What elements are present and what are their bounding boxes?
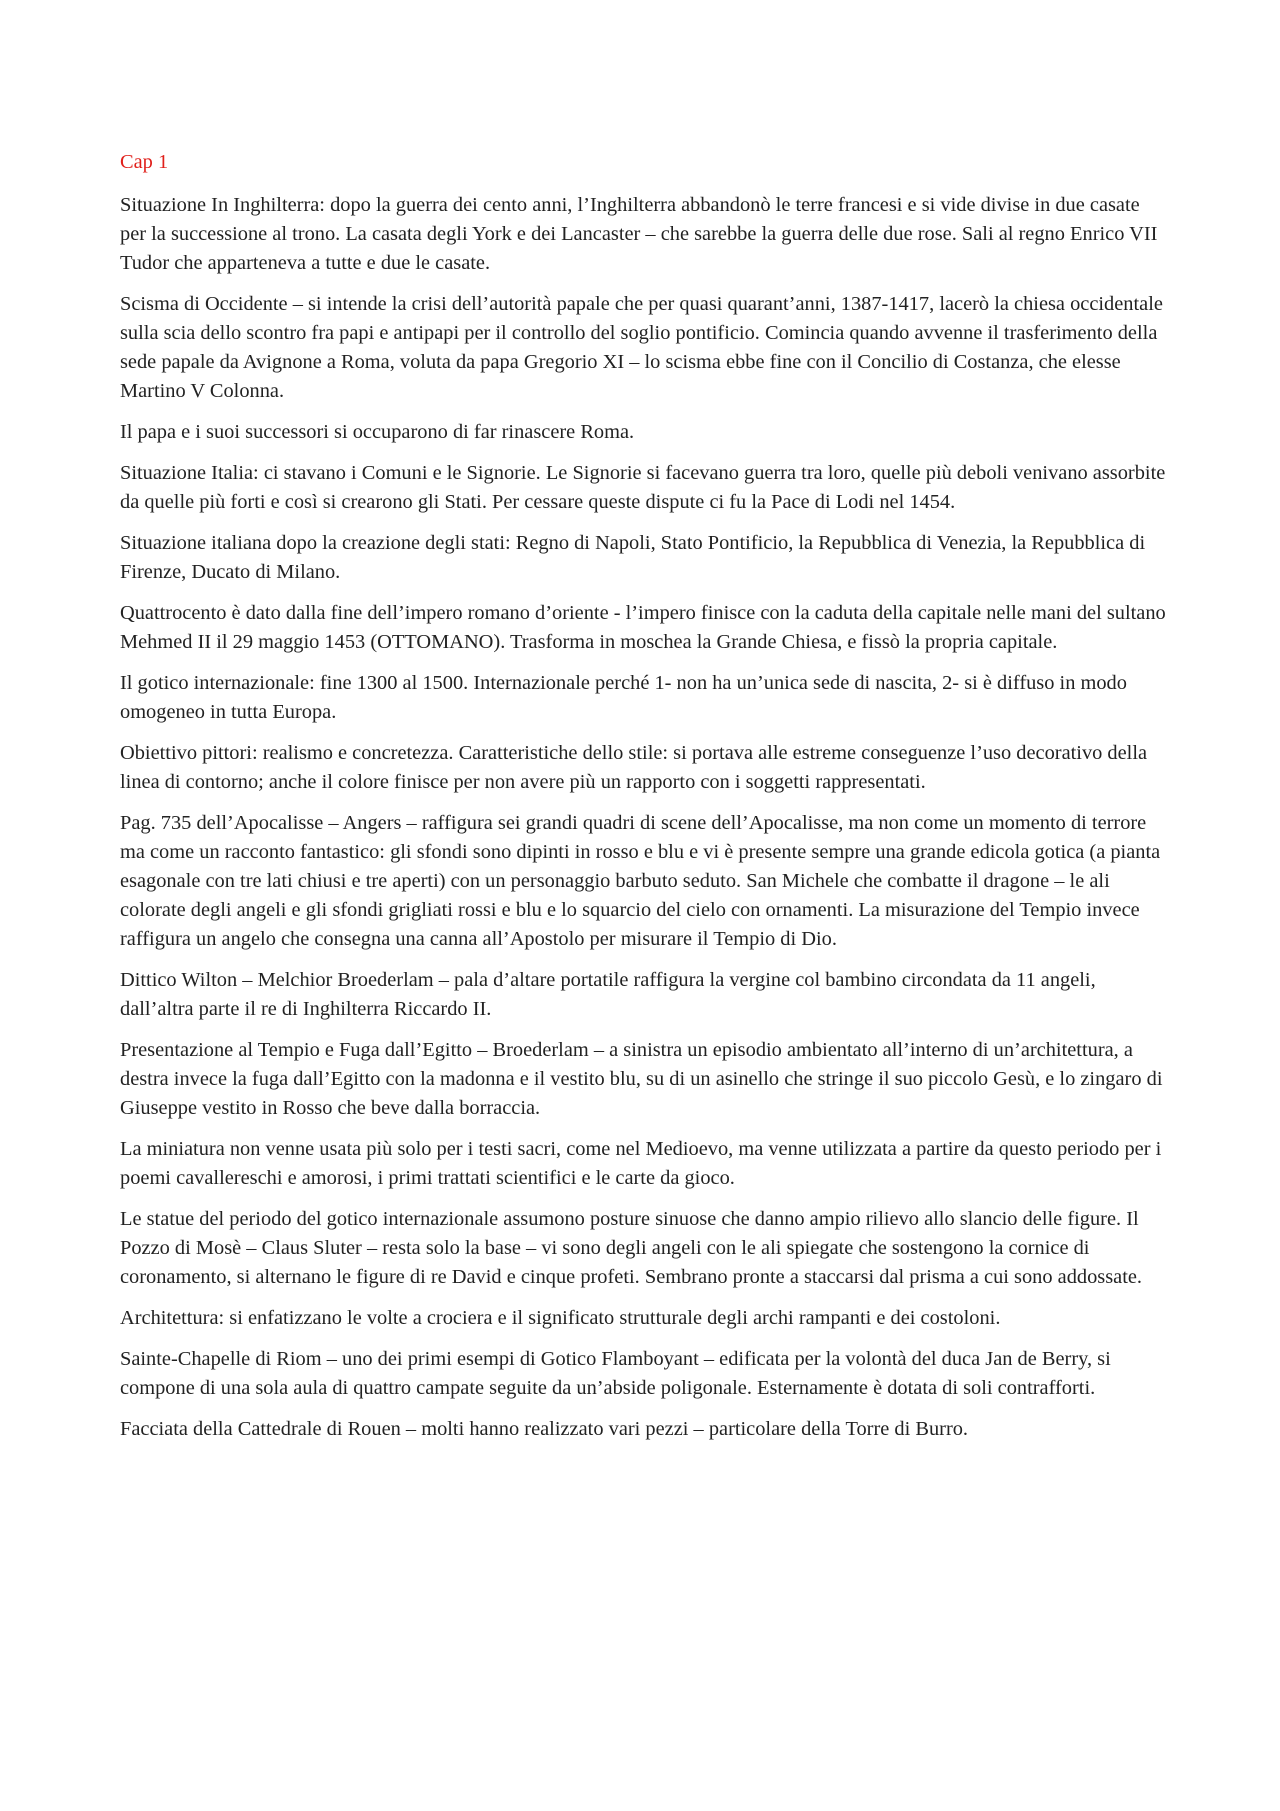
document-body bbox=[120, 148, 1170, 1456]
paragraph-italia: Situazione Italia: ci stavano i Comuni e le Signorie. Le Signorie si facevano guerra tra loro, quelle più deboli venivano assorbite da quelle più forti e così si crearono gli Stati. Per cessare queste dispute ci fu la Pace di Lodi nel 1454. bbox=[120, 462, 1166, 513]
paragraph-inghilterra: Situazione In Inghilterra: dopo la guerra dei cento anni, l’Inghilterra abbandonò le terre francesi e si vide divise in due casate per la successione al trono. La casata degli York e dei Lancaster – che sarebbe la guerra delle due rose. Sali al regno Enrico VII Tudor che apparteneva a tutte e due le casate. bbox=[120, 194, 1158, 274]
paragraph-riom: Sainte-Chapelle di Riom – uno dei primi esempi di Gotico Flamboyant – edificata per la volontà del duca Jan de Berry, si compone di una sola aula di quattro campate seguite da un’abside poligonale. Esternamente è dotata di soli contrafforti. bbox=[120, 1348, 1111, 1399]
paragraph-wilton: Dittico Wilton – Melchior Broederlam – pala d’altare portatile raffigura la vergine col bambino circondata da 11 angeli, dall’altra parte il re di Inghilterra Riccardo II. bbox=[120, 969, 1096, 1020]
paragraph-pittori: Obiettivo pittori: realismo e concretezza. Caratteristiche dello stile: si portava alle estreme conseguenze l’uso decorativo della linea di contorno; anche il colore finisce per non avere più un rapporto con i soggetti rappresentati. bbox=[120, 742, 1148, 793]
paragraph-statue: Le statue del periodo del gotico internazionale assumono posture sinuose che danno ampio rilievo allo slancio delle figure. Il Pozzo di Mosè – Claus Sluter – resta solo la base – vi sono degli angeli con le ali spiegate che sostengono la cornice di coronamento, si alternano le figure di re David e cinque profeti. Sembrano pronte a staccarsi dal prisma a cui sono addossate. bbox=[120, 1208, 1143, 1288]
chapter-heading: Cap 1 bbox=[120, 151, 169, 173]
paragraph-broederlam: Presentazione al Tempio e Fuga dall’Egitto – Broederlam – a sinistra un episodio ambientato all’interno di un’architettura, a destra invece la fuga dall’Egitto con la madonna e il vestito blu, su di un asinello che stringe il suo piccolo Gesù, e lo zingaro di Giuseppe vestito in Rosso che beve dalla borraccia. bbox=[120, 1039, 1163, 1119]
paragraph-quattrocento: Quattrocento è dato dalla fine dell’impero romano d’oriente - l’impero finisce con la caduta della capitale nelle mani del sultano Mehmed II il 29 maggio 1453 (OTTOMANO). Trasforma in moschea la Grande Chiesa, e fissò la propria capitale. bbox=[120, 602, 1166, 653]
paragraph-scisma: Scisma di Occidente – si intende la crisi dell’autorità papale che per quasi quarant’anni, 1387-1417, lacerò la chiesa occidentale sulla scia dello scontro fra papi e antipapi per il controllo del soglio pontificio. Comincia quando avvenne il trasferimento della sede papale da Avignone a Roma, voluta da papa Gregorio XI – lo scisma ebbe fine con il Concilio di Costanza, che elesse Martino V Colonna. bbox=[120, 293, 1163, 402]
paragraph-roma: Il papa e i suoi successori si occuparono di far rinascere Roma. bbox=[120, 421, 635, 443]
paragraph-gotico: Il gotico internazionale: fine 1300 al 1500. Internazionale perché 1- non ha un’unica sede di nascita, 2- si è diffuso in modo omogeneo in tutta Europa. bbox=[120, 672, 1127, 723]
paragraph-architettura: Architettura: si enfatizzano le volte a crociera e il significato strutturale degli archi rampanti e dei costoloni. bbox=[120, 1307, 1001, 1329]
paragraph-stati: Situazione italiana dopo la creazione degli stati: Regno di Napoli, Stato Pontificio, la Repubblica di Venezia, la Repubblica di Firenze, Ducato di Milano. bbox=[120, 532, 1146, 583]
paragraph-apocalisse: Pag. 735 dell’Apocalisse – Angers – raffigura sei grandi quadri di scene dell’Apocalisse, ma non come un momento di terrore ma come un racconto fantastico: gli sfondi sono dipinti in rosso e blu e vi è presente sempre una grande edicola gotica (a pianta esagonale con tre lati chiusi e tre aperti) con un personaggio barbuto seduto. San Michele che combatte il dragone – le ali colorate degli angeli e gli sfondi grigliati rossi e blu e lo squarcio del cielo con ornamenti. La misurazione del Tempio invece raffigura un angelo che consegna una canna all’Apostolo per misurare il Tempio di Dio. bbox=[120, 812, 1161, 950]
paragraph-rouen: Facciata della Cattedrale di Rouen – molti hanno realizzato vari pezzi – particolare della Torre di Burro. bbox=[120, 1418, 969, 1440]
paragraph-miniatura: La miniatura non venne usata più solo per i testi sacri, come nel Medioevo, ma venne utilizzata a partire da questo periodo per i poemi cavallereschi e amorosi, i primi trattati scientifici e le carte da gioco. bbox=[120, 1138, 1162, 1189]
